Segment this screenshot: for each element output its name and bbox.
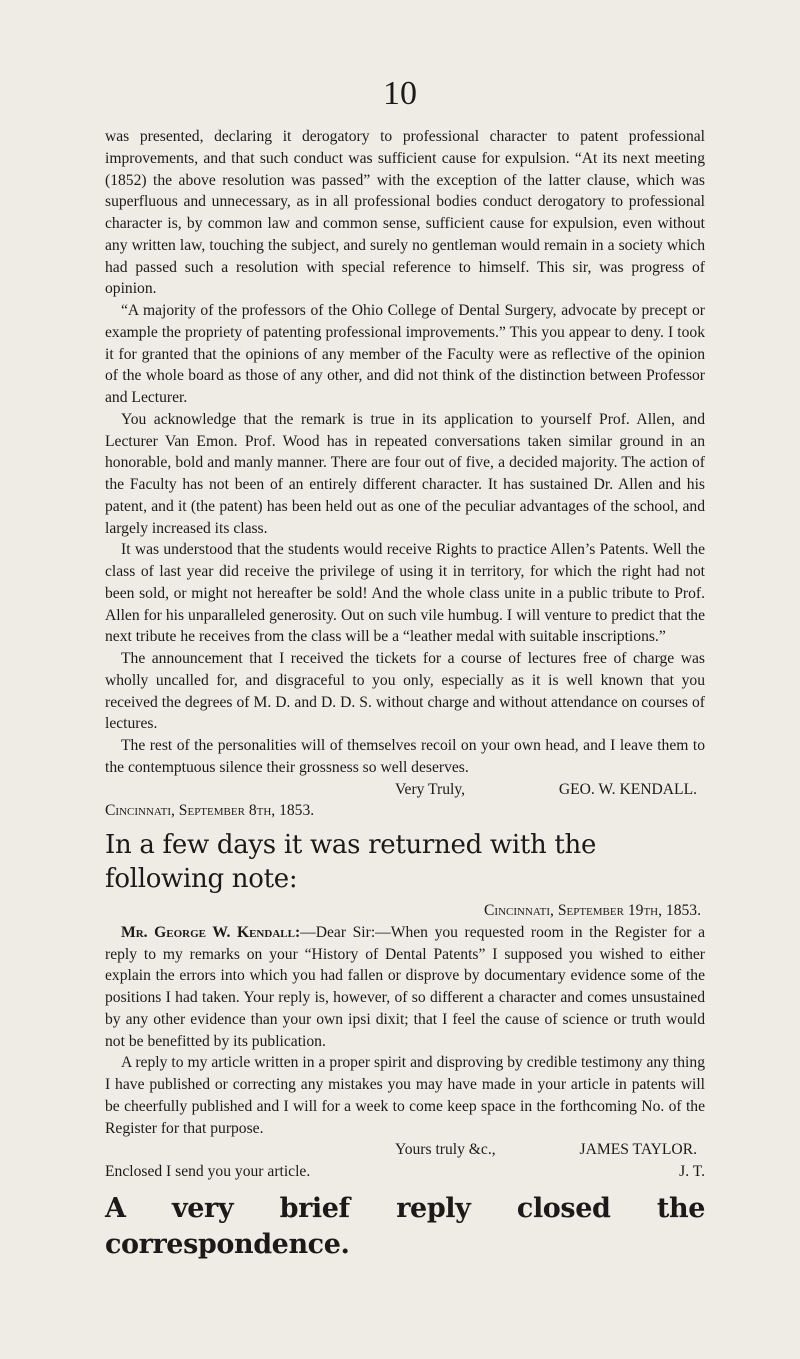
paragraph: It was understood that the students would receive Rights to practice Allen’s Patents. Well the class of last year did receive the privilege of using it in territory, for which the right had not been sold, or might not hereafter be sold! And the whole class unite in a public tribute to Prof. Allen for his unparalleled generosity. Out on such vile humbug. I will venture to predict that the next tribute he receives from the class will be a “leather medal with suitable inscriptions.” (105, 541, 705, 646)
letter1-place-date: Cincinnati, September 8th, 1853. (105, 802, 315, 820)
section-heading: In a few days it was returned with the following note: (105, 830, 597, 894)
letter1-signature-row (105, 779, 705, 801)
letter2-paragraph: A reply to my article written in a proper spirit and disproving by credible testimony any thing I have published or correcting any mistakes you may have made in your article in patents will be cheerfully published and I will for a week to come keep space in the forthcoming No. of the Register for that purpose. (105, 1054, 705, 1137)
paragraph: “A majority of the professors of the Ohio College of Dental Surgery, advocate by precept or example the propriety of patenting professional improvements.” This you appear to deny. I took it for granted that the opinions of any member of the Faculty were as reflective of the opinion of the whole board as those of any other, and did not think of the distinction between Professor and Lecturer. (105, 302, 705, 406)
letter2-salutation: Mr. George W. Kendall: (121, 923, 301, 941)
closing-heading: A very brief reply closed the correspondence. (105, 1192, 705, 1260)
letter2-paragraph-text: —Dear Sir:—When you requested room in the Register for a reply to my remarks on your “History of Dental Patents” I supposed you wished to either explain the errors into which you had fallen or disprove by documentary evidence some of the positions I had taken. Your reply is, however, of so different a character and comes unsustained by any other evidence than your own ipsi dixit; that I feel the cause of science or truth would not be benefitted by its publication. (105, 923, 706, 1050)
paragraph: The announcement that I received the tickets for a course of lectures free of charge was wholly uncalled for, and disgraceful to you only, especially as it is well known that you received the degrees of M. D. and D. D. S. without charge and without attendance on courses of lectures. (105, 650, 705, 733)
letter2-paragraph (105, 922, 705, 1053)
letter1-signature: GEO. W. KENDALL. (558, 780, 697, 798)
paragraph: The rest of the personalities will of themselves recoil on your own head, and I leave them to the contemptuous silence their grossness so well deserves. (105, 737, 705, 776)
page-number: 10 (383, 75, 417, 112)
letter1-closing: Very Truly, (395, 780, 466, 798)
letter2-postscript: Enclosed I send you your article. (105, 1163, 311, 1180)
document-body (105, 126, 705, 1263)
letter2-closing: Yours truly &c., (395, 1141, 496, 1159)
letter2-place-date: Cincinnati, September 19th, 1853. (484, 902, 701, 919)
letter2-postscript-row (105, 1161, 705, 1183)
letter2-signature-row (105, 1139, 705, 1161)
paragraph: was presented, declaring it derogatory to professional character to patent professional improvements, and that such conduct was sufficient cause for expulsion. “At its next meeting (1852) the above resolution was passed” with the exception of the latter clause, which was superfluous and unnecessary, as in all professional bodies conduct derogatory to professional character is, by common law and common sense, sufficient cause for expulsion, even without any written law, touching the subject, and surely no gentleman would remain in a society which had passed such a resolution with special reference to himself. This sir, was progress of opinion. (105, 128, 705, 298)
letter2-initials: J. T. (679, 1163, 705, 1180)
letter2-signature: JAMES TAYLOR. (579, 1141, 697, 1159)
paragraph: You acknowledge that the remark is true in its application to yourself Prof. Allen, and Lecturer Van Emon. Prof. Wood has in repeated conversations taken similar ground in an honorable, bold and manly manner. There are four out of five, a decided majority. The action of the Faculty has not been of an entirely different character. It has sustained Dr. Allen and his patent, and it (the patent) has been held out as one of the peculiar advantages of the school, and largely increased its class. (105, 410, 705, 537)
